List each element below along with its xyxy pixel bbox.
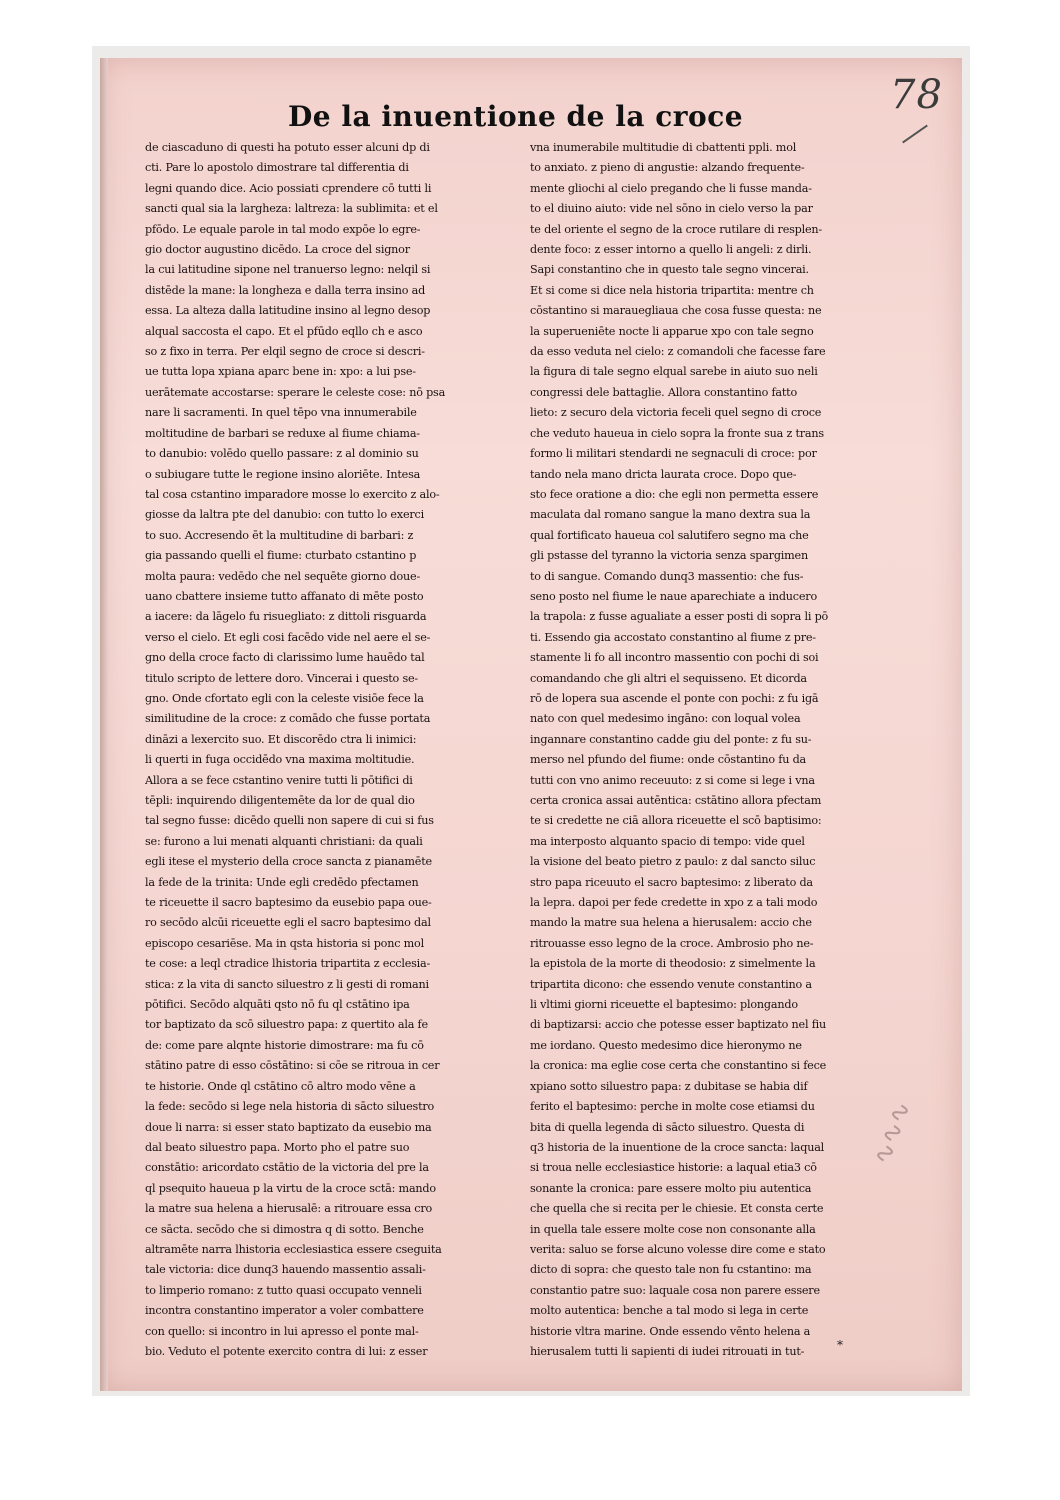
text-line: mente gliochi al cielo pregando che li fusse manda- [530, 181, 812, 195]
text-line: pōtifici. Secōdo alquāti qsto nō fu ql cstātino ipa [145, 998, 410, 1012]
text-line: gio doctor augustino dicēdo. La croce del signor [145, 243, 410, 257]
text-line: to anxiato. z pieno di angustie: alzando frequente- [530, 161, 805, 175]
text-line: nare li sacramenti. In quel tēpo vna innumerabile [145, 406, 417, 420]
text-line: to el diuino aiuto: vide nel sōno in cielo verso la par [530, 202, 813, 216]
text-line: da esso veduta nel cielo: z comandoli che facesse fare [530, 345, 826, 359]
text-line: constātio: aricordato cstātio de la victoria del pre la [145, 1161, 429, 1175]
text-line: tale victoria: dice dunq3 hauendo massentio assali- [145, 1263, 426, 1277]
page-edge [100, 58, 108, 1391]
text-line: te historie. Onde ql cstātino cō altro modo vēne a [145, 1079, 416, 1093]
text-line: stro papa riceuuto el sacro baptesimo: z liberato da [530, 875, 813, 889]
text-line: te cose: a leql ctradice lhistoria tripartita z ecclesia- [145, 957, 431, 971]
text-line: incontra constantino imperator a voler combattere [145, 1304, 424, 1318]
text-line: Sapi constantino che in questo tale segno vincerai. [530, 263, 809, 277]
text-line: molta paura: vedēdo che nel sequēte giorno doue- [145, 569, 421, 583]
catchword: * [837, 1338, 843, 1352]
text-line: che quella che si recita per le chiesie. Et consta certe [530, 1202, 824, 1216]
text-line: vna inumerabile multitudie di cbattenti ppli. mol [530, 141, 797, 154]
text-line: gno della croce facto di clarissimo lume hauēdo tal [145, 651, 425, 665]
text-line: egli itese el mysterio della croce sancta z pianamēte [145, 855, 432, 869]
text-line: ro secōdo alcūi riceuette egli el sacro baptesimo dal [145, 916, 431, 930]
text-line: Et si come si dice nela historia tripartita: mentre ch [530, 283, 814, 297]
text-line: nato con quel medesimo ingāno: con loqual volea [530, 712, 801, 726]
text-line: qual fortificato haueua col salutifero segno ma che [530, 528, 809, 542]
folio-number: 78 [890, 72, 943, 118]
scanned-page-background [92, 46, 970, 1396]
text-line: hierusalem tutti li sapienti di iudei ritrouati in tut- [530, 1344, 805, 1358]
text-line: legni quando dice. Acio possiati cprendere cō tutti li [145, 181, 432, 195]
text-line: merso nel pfundo del fiume: onde cōstantino fu da [530, 753, 807, 767]
text-line: la trapola: z fusse agualiate a esser posti di sopra li pō [530, 610, 829, 624]
text-line: con quello: si incontro in lui apresso el ponte mal- [145, 1324, 419, 1338]
text-line: xpiano sotto siluestro papa: z dubitase se habia dif [530, 1079, 808, 1093]
text-line: ql psequito haueua p la virtu de la croce sctā: mando [145, 1181, 436, 1195]
text-line: la fede: secōdo si lege nela historia di sācto siluestro [145, 1100, 435, 1114]
running-head: De la inuentione de la croce [288, 100, 744, 133]
text-line: di baptizarsi: accio che potesse esser baptizato nel fiu [530, 1018, 827, 1032]
text-line: la fede de la trinita: Unde egli credēdo pfectamen [145, 875, 419, 889]
text-line: ue tutta lopa xpiana aparc bene in: xpo: a lui pse- [145, 365, 416, 379]
text-line: moltitudine de barbari se reduxe al fiume chiama- [145, 426, 420, 440]
text-line: che veduto haueua in cielo sopra la fronte sua z trans [530, 426, 824, 440]
text-line: rō de lopera sua ascende el ponte con pochi: z fu igā [530, 691, 819, 705]
text-line: altramēte narra lhistoria ecclesiastica essere cseguita [145, 1242, 442, 1256]
text-line: dal beato siluestro papa. Morto pho el patre suo [145, 1140, 410, 1154]
text-line: constantio patre suo: laquale cosa non parere essere [530, 1283, 820, 1297]
text-line: distēde la mane: la longheza e dalla terra insino ad [145, 283, 426, 297]
text-line: historie vltra marine. Onde essendo vēnto helena a [530, 1324, 811, 1338]
text-line: uerātemate accostarse: sperare le celeste cose: nō psa [145, 385, 446, 399]
text-line: a iacere: da lāgelo fu risuegliato: z dittoli risguarda [145, 610, 427, 624]
right-text-column [530, 138, 902, 1362]
text-line: tal segno fusse: dicēdo quelli non sapere di cui si fus [145, 814, 434, 828]
text-line: dente foco: z esser intorno a quello li angeli: z dirli. [530, 243, 812, 257]
text-line: de: come pare alqnte historie dimostrare: ma fu cō [145, 1038, 424, 1052]
text-line: similitudine de la croce: z comādo che fusse portata [145, 712, 431, 726]
text-line: la visione del beato pietro z paulo: z dal sancto siluc [530, 855, 816, 869]
library-stamp: ∿∿∿ [867, 1097, 918, 1169]
text-line: ma interposto alquanto spacio di tempo: vide quel [530, 834, 805, 848]
text-line: li querti in fuga occidēdo vna maxima moltitudie. [145, 753, 415, 767]
text-line: stica: z la vita di sancto siluestro z li gesti di romani [145, 977, 429, 991]
text-line: tando nela mano dricta laurata croce. Dopo que- [530, 467, 797, 481]
text-line: ritrouasse esso legno de la croce. Ambrosio pho ne- [530, 936, 814, 950]
text-line: sto fece oratione a dio: che egli non permetta essere [530, 487, 819, 501]
text-line: essa. La alteza dalla latitudine insino al legno desop [145, 304, 431, 318]
text-line: li vltimi giorni riceuette el baptesimo: plongando [530, 998, 798, 1012]
text-line: la epistola de la morte di theodosio: z simelmente la [530, 957, 816, 971]
text-line: se: furono a lui menati alquanti christiani: da quali [145, 834, 423, 848]
text-line: uano cbattere insieme tutto affanato di mēte posto [145, 589, 424, 603]
text-line: ingannare constantino cadde giu del ponte: z fu su- [530, 732, 812, 746]
text-line: stamente li fo all incontro massentio con pochi di soi [530, 651, 819, 665]
text-line: in quella tale essere molte cose non consonante alla [530, 1222, 816, 1236]
text-line: to suo. Accresendo ēt la multitudine di barbari: z [145, 528, 414, 542]
text-line: tutti con vno animo receuuto: z si come si lege i vna [530, 773, 815, 787]
text-line: ferito el baptesimo: perche in molte cose etiamsi du [530, 1100, 815, 1114]
text-line: tripartita dicono: che essendo venute constantino a [530, 977, 812, 991]
text-line: si troua nelle ecclesiastice historie: a laqual etia3 cō [530, 1161, 817, 1175]
text-line: verita: saluo se forse alcuno volesse dire come e stato [530, 1242, 826, 1256]
text-line: so z fixo in terra. Per elqil segno de croce si descri- [145, 345, 425, 359]
text-line: gia passando quelli el fiume: cturbato cstantino p [145, 549, 417, 563]
text-line: tal cosa cstantino imparadore mosse lo exercito z alo- [145, 487, 440, 501]
text-line: verso el cielo. Et egli cosi facēdo vide nel aere el se- [145, 630, 431, 644]
text-line: la lepra. dapoi per fede credette in xpo z a tali modo [530, 896, 818, 910]
text-line: alqual saccosta el capo. Et el pfūdo eqllo ch e asco [145, 324, 423, 338]
text-line: la cui latitudine sipone nel tranuerso legno: nelqil si [145, 263, 431, 277]
folio-mark [902, 125, 928, 144]
text-line: gli pstasse del tyranno la victoria senza spargimen [530, 549, 808, 563]
text-line: dicto di sopra: che questo tale non fu cstantino: ma [530, 1263, 812, 1277]
text-line: ce sācta. secōdo che si dimostra q di sotto. Benche [145, 1222, 424, 1236]
text-line: comandando che gli altri el sequisseno. Et dicorda [530, 671, 807, 685]
text-line: bio. Veduto el potente exercito contra di lui: z esser [145, 1344, 428, 1358]
text-line: la cronica: ma eglie cose certa che constantino si fece [530, 1059, 827, 1073]
text-line: te si credette ne ciā allora riceuette el scō baptisimo: [530, 814, 822, 828]
text-line: la superueniēte nocte li apparue xpo con tale segno [530, 324, 814, 338]
text-line: to limperio romano: z tutto quasi occupato venneli [145, 1283, 422, 1297]
text-line: q3 historia de la inuentione de la croce sancta: laqual [530, 1140, 825, 1154]
text-line: la matre sua helena a hierusalē: a ritrouare essa cro [145, 1202, 433, 1216]
text-line: episcopo cesariēse. Ma in qsta historia si ponc mol [145, 936, 424, 950]
text-line: congressi dele battaglie. Allora constantino fatto [530, 385, 798, 399]
text-line: formo li militari stendardi ne segnaculi di croce: por [530, 447, 817, 461]
text-line: seno posto nel fiume le naue aparechiate a inducero [530, 589, 817, 603]
text-line: tēpli: inquirendo diligentemēte da lor de qual dio [145, 794, 415, 807]
text-line: de ciascaduno di questi ha potuto esser alcuni dp di [145, 141, 430, 154]
text-line: ti. Essendo gia accostato constantino al fiume z pre- [530, 630, 816, 644]
text-line: sonante la cronica: pare essere molto piu autentica [530, 1181, 812, 1195]
text-line: to di sangue. Comando dunq3 massentio: che fus- [530, 569, 804, 583]
left-text-column [145, 138, 517, 1362]
text-line: certa cronica assai autēntica: cstātino allora pfectam [530, 794, 822, 807]
text-line: dināzi a lexercito suo. Et discorēdo ctra li inimici: [145, 732, 417, 746]
text-line: Allora a se fece cstantino venire tutti li pōtifici di [145, 773, 413, 787]
text-line: la figura di tale segno elqual sarebe in aiuto suo neli [530, 365, 818, 379]
text-line: gno. Onde cfortato egli con la celeste visiōe fece la [145, 691, 424, 705]
text-line: to danubio: volēdo quello passare: z al dominio su [145, 447, 419, 461]
text-line: doue li narra: si esser stato baptizato da eusebio ma [145, 1120, 432, 1134]
text-line: bita di quella legenda di sācto siluestro. Questa di [530, 1120, 805, 1134]
text-line: o subiugare tutte le regione insino aloriēte. Intesa [145, 467, 421, 481]
text-line: cōstantino si marauegliaua che cosa fusse questa: ne [530, 304, 822, 318]
text-line: mando la matre sua helena a hierusalem: accio che [530, 916, 812, 930]
book-page [100, 58, 962, 1391]
text-line: molto autentica: benche a tal modo si lega in certe [530, 1304, 809, 1318]
text-line: pfōdo. Le equale parole in tal modo expōe lo egre- [145, 222, 421, 236]
text-line: stātino patre di esso cōstātino: si cōe se ritroua in cer [145, 1059, 440, 1073]
text-line: sancti qual sia la largheza: laltreza: la sublimita: et el [145, 202, 438, 216]
text-line: titulo scripto de lettere doro. Vincerai i questo se- [145, 671, 418, 685]
text-line: tor baptizato da scō siluestro papa: z quertito ala fe [145, 1018, 428, 1032]
text-line: giosse da laltra pte del danubio: con tutto lo exerci [145, 508, 424, 522]
text-line: lieto: z securo dela victoria feceli quel segno di croce [530, 406, 822, 420]
text-line: te del oriente el segno de la croce rutilare di resplen- [530, 222, 823, 236]
text-line: maculata dal romano sangue la mano dextra sua la [530, 508, 811, 522]
text-line: cti. Pare lo apostolo dimostrare tal differentia di [145, 161, 409, 175]
text-line: te riceuette il sacro baptesimo da eusebio papa oue- [145, 896, 432, 910]
text-line: me iordano. Questo medesimo dice hieronymo ne [530, 1038, 802, 1052]
